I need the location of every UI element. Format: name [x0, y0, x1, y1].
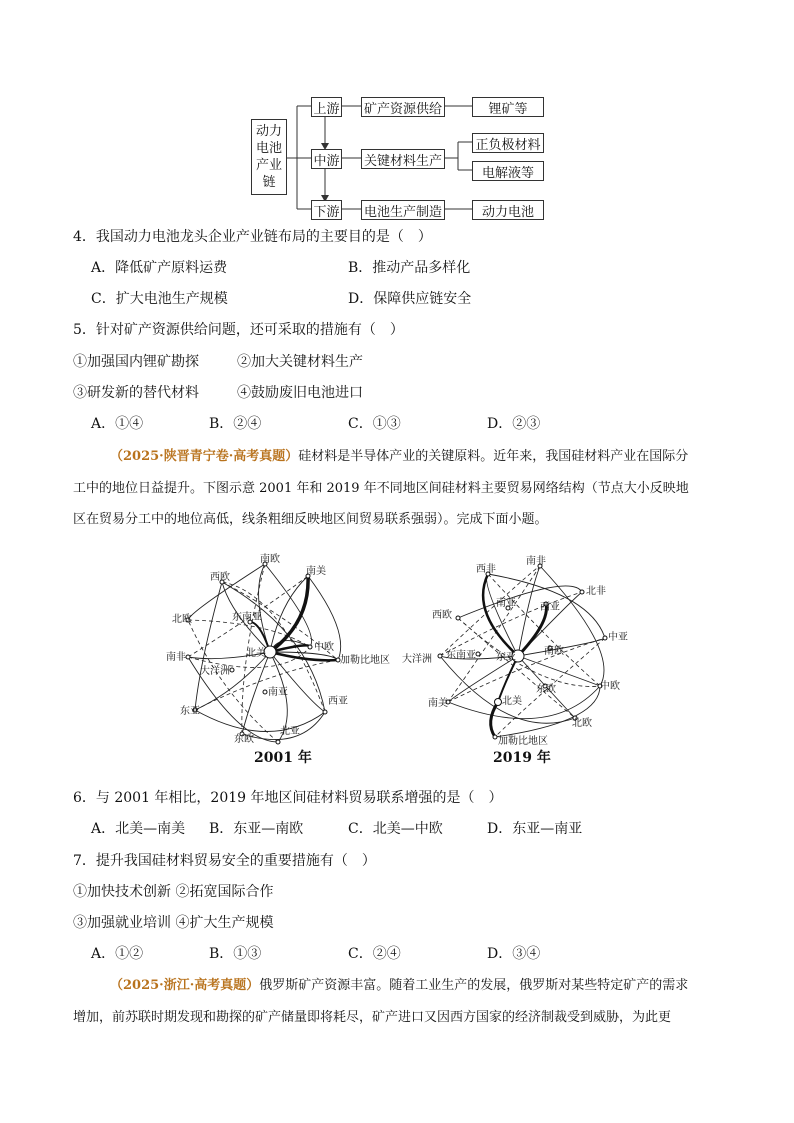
node-2019-west-africa: 西非	[476, 564, 496, 575]
process-midstream: 关键材料生产	[361, 149, 445, 169]
node-2019-east-asia: 东亚	[496, 652, 516, 663]
node-2001-south-america: 南美	[306, 566, 326, 577]
intro1-source: （2025·陕晋青宁卷·高考真题）	[110, 449, 299, 464]
industry-chain-flowchart	[0, 0, 794, 225]
q5-item-4: ④鼓励废旧电池进口	[237, 385, 363, 401]
network-2019-diagram	[400, 552, 630, 752]
root-line-4: 链	[262, 175, 276, 190]
root-line-1: 动力	[255, 124, 282, 139]
intro1-line-3: 区在贸易分工中的地位高低，线条粗细反映地区间贸易联系强弱）。完成下面小题。	[73, 512, 548, 527]
network-2001-caption: 2001 年	[254, 750, 312, 766]
intro2-source: （2025·浙江·高考真题）	[110, 978, 260, 993]
node-2019-south-africa: 南非	[526, 556, 546, 567]
q5-option-b[interactable]: B．②④	[209, 416, 262, 432]
node-2019-south-america: 南美	[428, 698, 448, 709]
node-2019-caribbean: 加勒比地区	[498, 736, 548, 747]
q5-item-2: ②加大关键材料生产	[237, 354, 363, 370]
node-2001-south-europe: 南欧	[260, 554, 280, 565]
node-2019-north-africa: 北非	[586, 586, 606, 597]
node-2001-west-asia: 西亚	[328, 696, 348, 707]
intro1-line-2: 工中的地位日益提升。下图示意 2001 年和 2019 年不同地区间硅材料主要贸易网络结构（节点大小反映地	[73, 481, 689, 496]
process-upstream: 矿产资源供给	[361, 97, 445, 117]
node-2019-north-europe: 北欧	[572, 718, 592, 729]
stage-downstream: 下游	[311, 200, 342, 220]
q6-option-d[interactable]: D．东亚—南亚	[487, 821, 583, 837]
node-2019-central-asia: 中亚	[608, 632, 628, 643]
flowchart-root-box	[251, 119, 287, 195]
q5-option-d[interactable]: D．②③	[487, 416, 541, 432]
process-downstream: 电池生产制造	[361, 200, 445, 220]
node-2001-southeast-asia: 东南亚	[232, 612, 262, 623]
output-battery: 动力电池	[472, 200, 544, 220]
node-2019-east-europe: 东欧	[536, 684, 556, 695]
intro1-text-1: 硅材料是半导体产业的关键原料。近年来，我国硅材料产业在国际分	[298, 449, 689, 464]
node-2001-east-europe: 东欧	[234, 734, 254, 745]
q7-option-a[interactable]: A．①②	[91, 946, 144, 962]
q5-stem: 5．针对矿产资源供给问题，还可采取的措施有（ ）	[73, 322, 404, 338]
node-2019-south-asia: 南亚	[496, 598, 516, 609]
node-2001-south-africa: 南非	[166, 652, 186, 663]
output-electrolyte: 电解液等	[472, 161, 544, 181]
intro1-line-1	[110, 447, 688, 467]
root-line-3: 产业	[255, 158, 282, 173]
q4-option-b[interactable]: B．推动产品多样化	[348, 260, 471, 276]
node-2019-west-europe: 西欧	[432, 610, 452, 621]
q4-option-d[interactable]: D．保障供应链安全	[348, 291, 472, 307]
node-2019-north-america: 北美	[502, 696, 522, 707]
q4-option-a[interactable]: A．降低矿产原料运费	[91, 260, 228, 276]
node-2001-north-europe: 北欧	[172, 614, 192, 625]
node-2001-south-asia: 南亚	[268, 687, 288, 698]
node-2001-north-asia: 北亚	[280, 726, 300, 737]
stage-midstream: 中游	[311, 149, 342, 169]
q7-stem: 7．提升我国硅材料贸易安全的重要措施有（ ）	[73, 853, 376, 869]
intro2-line-1	[110, 976, 688, 996]
intro2-line-2: 增加，前苏联时期发现和勘探的矿产储量即将耗尽，矿产进口又因西方国家的经济制裁受到威胁，为此更	[73, 1010, 672, 1025]
q6-option-a[interactable]: A．北美—南美	[91, 821, 186, 837]
node-2001-oceania: 大洋洲	[200, 666, 230, 677]
q7-items-line-2: ③加强就业培训 ④扩大生产规模	[73, 915, 274, 931]
q6-stem: 6．与 2001 年相比，2019 年地区间硅材料贸易联系增强的是（ ）	[73, 790, 503, 806]
q7-option-b[interactable]: B．①③	[209, 946, 262, 962]
node-2019-west-asia: 西亚	[540, 602, 560, 613]
network-2001-diagram	[160, 552, 390, 772]
stage-upstream: 上游	[311, 97, 342, 117]
node-2019-central-europe: 中欧	[600, 681, 620, 692]
node-2001-central-europe: 中欧	[314, 642, 334, 653]
node-2001-caribbean: 加勒比地区	[340, 655, 390, 666]
node-2001-east-asia: 东亚	[180, 706, 200, 717]
q7-option-c[interactable]: C．②④	[348, 946, 401, 962]
node-2001-west-europe: 西欧	[210, 572, 230, 583]
root-line-2: 电池	[255, 141, 282, 156]
q7-items-line-1: ①加快技术创新 ②拓宽国际合作	[73, 884, 274, 900]
q4-stem: 4．我国动力电池龙头企业产业链布局的主要目的是（ ）	[73, 229, 432, 245]
q6-option-b[interactable]: B．东亚—南欧	[209, 821, 304, 837]
node-2019-south-europe: 南欧	[544, 646, 564, 657]
output-lithium: 锂矿等	[472, 97, 544, 117]
q6-option-c[interactable]: C．北美—中欧	[348, 821, 443, 837]
node-2001-north-america: 北美	[246, 648, 266, 659]
q5-item-3: ③研发新的替代材料	[73, 385, 199, 401]
output-electrode: 正负极材料	[472, 133, 544, 153]
node-2019-southeast-asia: 东南亚	[446, 650, 476, 661]
q5-item-1: ①加强国内锂矿勘探	[73, 354, 199, 370]
intro2-text-1: 俄罗斯矿产资源丰富。随着工业生产的发展，俄罗斯对某些特定矿产的需求	[259, 978, 689, 993]
network-2019-caption: 2019 年	[493, 750, 551, 766]
q7-option-d[interactable]: D．③④	[487, 946, 541, 962]
node-2019-oceania: 大洋洲	[402, 654, 432, 665]
q4-option-c[interactable]: C．扩大电池生产规模	[91, 291, 228, 307]
q5-option-c[interactable]: C．①③	[348, 416, 401, 432]
q5-option-a[interactable]: A．①④	[91, 416, 144, 432]
